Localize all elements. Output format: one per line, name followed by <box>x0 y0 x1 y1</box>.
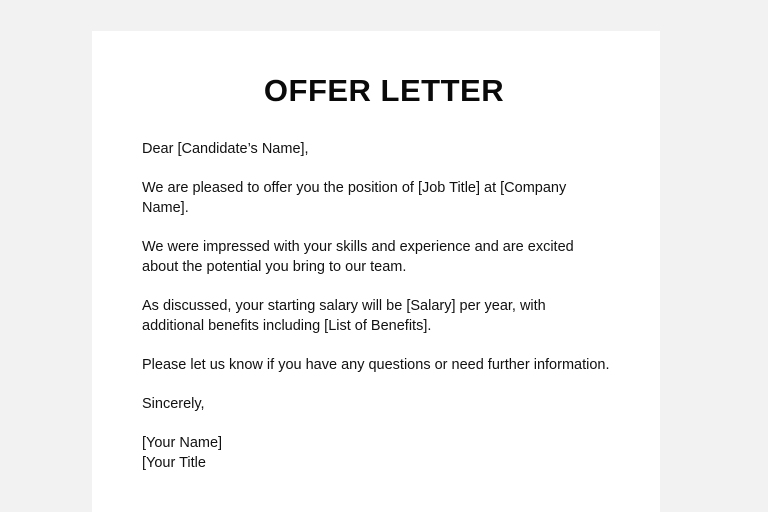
paragraph-impressed <box>142 237 642 277</box>
paragraph-questions-text: Please let us know if you have any questions or need further information. <box>142 357 610 373</box>
paragraph-impressed-line-1: We were impressed with your skills and experience and are excited <box>142 239 574 255</box>
paragraph-impressed-line-2: about the potential you bring to our team. <box>142 259 407 275</box>
paragraph-offer-line-1: We are pleased to offer you the position of [Job Title] at [Company <box>142 180 567 196</box>
greeting <box>142 139 642 159</box>
closing <box>142 394 642 414</box>
greeting-text: Dear [Candidate’s Name], <box>142 141 309 157</box>
paragraph-salary-line-1: As discussed, your starting salary will be [Salary] per year, with <box>142 298 546 314</box>
signature-title: [Your Title <box>142 455 206 471</box>
letter-title: OFFER LETTER <box>263 73 505 108</box>
paragraph-questions <box>142 355 642 375</box>
closing-text: Sincerely, <box>142 396 205 412</box>
signature-block <box>142 433 642 473</box>
paragraph-salary <box>142 296 642 336</box>
paragraph-salary-line-2: additional benefits including [List of Benefits]. <box>142 318 432 334</box>
paragraph-offer <box>142 178 642 218</box>
paragraph-offer-line-2: Name]. <box>142 200 189 216</box>
letter-body <box>142 139 642 473</box>
signature-name: [Your Name] <box>142 435 223 451</box>
